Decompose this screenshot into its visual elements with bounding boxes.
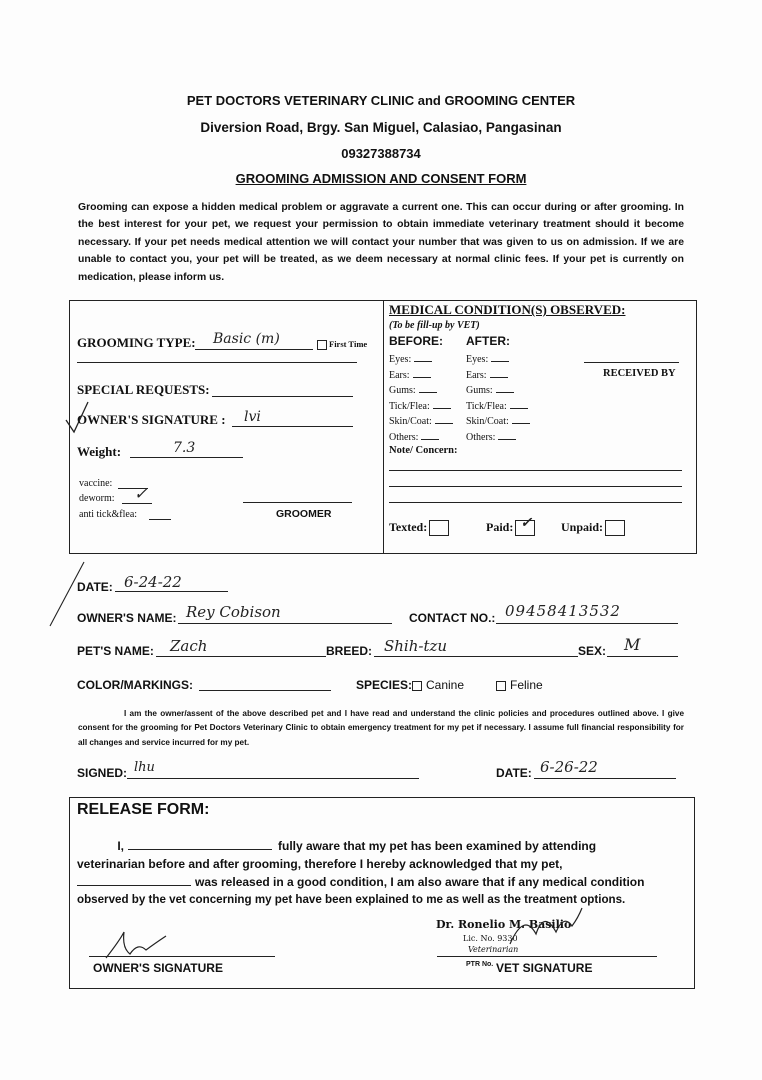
date-label: DATE:	[77, 580, 113, 594]
box-divider	[383, 300, 384, 553]
before-ears-label: Ears:	[389, 369, 410, 381]
before-tick-flea-field[interactable]	[389, 399, 451, 412]
release-i-label: I,	[117, 839, 124, 853]
note-label: Note/ Concern:	[389, 445, 458, 456]
sex-label: SEX:	[578, 644, 607, 658]
texted-field[interactable]	[389, 520, 449, 536]
vet-signature-line	[437, 956, 657, 957]
sex-value[interactable]: M	[624, 635, 641, 654]
consent-paragraph: I am the owner/assent of the above described pet and I have read and understand the clinic policies and procedures outlined above. I give consent for the grooming for Pet Doctors Veterinary Clinic to obtain emergency treatment for my pet if necessary. I assume full financial responsibility for all changes and service incurred for my pet.	[78, 709, 684, 747]
release-line3-text: was released in a good condition, I am also aware that if any medical condition	[195, 875, 645, 889]
after-skin-coat-line[interactable]	[512, 414, 530, 424]
after-ears-field[interactable]	[466, 368, 508, 381]
texted-label: Texted:	[389, 520, 428, 534]
breed-label: BREED:	[326, 644, 373, 658]
after-tick-flea-field[interactable]	[466, 399, 528, 412]
date-line	[115, 591, 228, 592]
special-requests-label: SPECIAL REQUESTS:	[77, 382, 210, 397]
after-skin-coat-field[interactable]	[466, 414, 530, 427]
before-skin-coat-label: Skin/Coat:	[389, 416, 432, 427]
before-tick-flea-label: Tick/Flea:	[389, 400, 430, 412]
after-others-field[interactable]	[466, 430, 516, 443]
breed-line	[374, 656, 578, 657]
before-skin-coat-line[interactable]	[435, 414, 453, 424]
before-gums-line[interactable]	[419, 383, 437, 393]
before-eyes-label: Eyes:	[389, 354, 412, 365]
after-eyes-field[interactable]	[466, 352, 509, 365]
vet-signature-label: VET SIGNATURE	[496, 961, 593, 975]
release-pet-line[interactable]	[77, 873, 191, 886]
note-line-3[interactable]	[389, 502, 682, 503]
after-tick-flea-label: Tick/Flea:	[466, 400, 507, 412]
signed-label: SIGNED:	[77, 766, 128, 780]
check-mark-icon	[62, 398, 92, 438]
before-others-line[interactable]	[421, 430, 439, 440]
breed-value[interactable]: Shih-tzu	[384, 637, 448, 655]
after-ears-label: Ears:	[466, 369, 487, 381]
release-title: RELEASE FORM:	[77, 801, 210, 818]
release-line4-text: observed by the vet concerning my pet have been explained to me as well as the treatment options.	[77, 893, 626, 906]
after-others-label: Others:	[466, 431, 496, 443]
before-ears-field[interactable]	[389, 368, 431, 381]
weight-value[interactable]: 7.3	[173, 440, 196, 456]
after-gums-label: Gums:	[466, 385, 493, 396]
texted-checkbox[interactable]	[429, 520, 449, 536]
medical-subtitle: (To be fill-up by VET)	[389, 320, 480, 331]
special-requests-line[interactable]	[212, 396, 353, 397]
received-by-label: RECEIVED BY	[603, 368, 676, 379]
grooming-extra-line	[77, 362, 357, 363]
groomer-line	[243, 502, 352, 503]
deworm-label: deworm:	[79, 493, 115, 504]
vet-stamp-name: Dr. Ronelio M. Basilio	[436, 918, 572, 931]
signed-date-value[interactable]: 6-26-22	[540, 758, 598, 776]
before-eyes-field[interactable]	[389, 352, 432, 365]
after-label: AFTER:	[466, 334, 510, 348]
weight-line	[130, 457, 243, 458]
after-skin-coat-label: Skin/Coat:	[466, 416, 509, 427]
intro-paragraph: Grooming can expose a hidden medical problem or aggravate a current one. This can occur during or after grooming. In the best interest for your pet, we request your permission to obtain immediate veterinary treatment should it become necessary. If your pet needs medical attention we will contact your number that was given to us on admission. If we are unable to contact you, your pet will be treated, as we deem necessary at normal clinic fees. If your pet is currently on medication, please inform us.	[78, 202, 684, 283]
canine-option[interactable]	[412, 678, 464, 692]
clinic-name: PET DOCTORS VETERINARY CLINIC and GROOMING CENTER	[186, 93, 576, 108]
clinic-address: Diversion Road, Brgy. San Miguel, Calasiao, Pangasinan	[200, 120, 562, 135]
first-time-checkbox[interactable]	[317, 339, 367, 350]
grooming-type-line	[195, 349, 313, 350]
paid-field[interactable]	[486, 515, 535, 536]
before-tick-flea-line[interactable]	[433, 399, 451, 409]
after-ears-line[interactable]	[490, 368, 508, 378]
before-ears-line[interactable]	[413, 368, 431, 378]
grooming-type-label: GROOMING TYPE:	[77, 335, 196, 350]
owner-signature-line-release	[89, 956, 275, 957]
signed-date-line	[534, 778, 676, 779]
owner-name-line	[178, 623, 392, 624]
deworm-check-icon: ✓	[134, 484, 148, 503]
first-time-box-icon[interactable]	[317, 340, 327, 350]
signed-value: lhu	[134, 760, 155, 775]
pet-name-line	[156, 656, 326, 657]
note-line-2[interactable]	[389, 486, 682, 487]
before-gums-field[interactable]	[389, 383, 437, 396]
paid-check-icon: ✓	[520, 515, 533, 532]
vaccine-label: vaccine:	[79, 478, 113, 489]
paid-label: Paid:	[486, 520, 514, 534]
signed-date-label: DATE:	[496, 766, 532, 780]
owner-name-value[interactable]: Rey Cobison	[186, 603, 281, 621]
after-tick-flea-line[interactable]	[510, 399, 528, 409]
pet-name-value[interactable]: Zach	[170, 637, 208, 655]
contact-line	[496, 623, 678, 624]
canine-label: Canine	[426, 678, 465, 692]
owner-name-label: OWNER'S NAME:	[77, 611, 177, 625]
medical-title: MEDICAL CONDITION(S) OBSERVED:	[389, 302, 626, 317]
owner-signature-label: OWNER'S SIGNATURE :	[77, 412, 226, 427]
release-line-3	[77, 873, 674, 892]
after-gums-field[interactable]	[466, 383, 514, 396]
groomer-label: GROOMER	[276, 508, 332, 520]
owner-signature-line	[232, 426, 353, 427]
feline-label: Feline	[510, 678, 543, 692]
vet-stamp-lic: Lic. No. 9330	[463, 934, 518, 943]
owner-signature-value: lvi	[244, 409, 261, 425]
note-line-1[interactable]	[389, 470, 682, 471]
antitick-line	[149, 519, 171, 520]
date-value[interactable]: 6-24-22	[124, 573, 182, 591]
after-others-line[interactable]	[498, 430, 516, 440]
vet-stamp-title: Veterinarian	[468, 945, 519, 954]
form-title: GROOMING ADMISSION AND CONSENT FORM	[235, 171, 527, 186]
paid-checkbox[interactable]	[515, 515, 535, 536]
signed-line	[127, 778, 419, 779]
release-line2-text: veterinarian before and after grooming, therefore I hereby acknowledged that my pet,	[77, 857, 563, 871]
deworm-line	[122, 503, 152, 504]
before-others-label: Others:	[389, 431, 419, 443]
release-line-1	[77, 837, 674, 856]
weight-label: Weight:	[77, 444, 122, 459]
species-label: SPECIES:	[356, 678, 413, 692]
sex-line	[607, 656, 678, 657]
color-label: COLOR/MARKINGS:	[77, 678, 193, 692]
after-gums-line[interactable]	[496, 383, 514, 393]
unpaid-checkbox[interactable]	[605, 520, 625, 536]
first-time-label: First Time	[329, 339, 368, 349]
vet-signature-mark	[506, 904, 586, 952]
before-others-field[interactable]	[389, 430, 439, 443]
color-line[interactable]	[199, 690, 331, 691]
contact-label: CONTACT NO.:	[409, 611, 496, 625]
clinic-phone: 09327388734	[341, 146, 421, 161]
before-eyes-line[interactable]	[414, 352, 432, 362]
unpaid-field[interactable]	[561, 520, 625, 536]
vet-stamp-ptr: PTR No.	[466, 961, 494, 968]
before-gums-label: Gums:	[389, 385, 416, 396]
unpaid-label: Unpaid:	[561, 520, 604, 534]
before-label: BEFORE:	[389, 334, 443, 348]
contact-value[interactable]: 09458413532	[505, 602, 621, 620]
before-skin-coat-field[interactable]	[389, 414, 453, 427]
owner-signature-label-release: OWNER'S SIGNATURE	[93, 961, 223, 975]
canine-box-icon[interactable]	[412, 681, 422, 691]
received-by-line	[584, 362, 679, 363]
release-name-line[interactable]	[128, 837, 272, 850]
after-eyes-line[interactable]	[491, 352, 509, 362]
feline-box-icon[interactable]	[496, 681, 506, 691]
pet-name-label: PET'S NAME:	[77, 644, 154, 658]
grooming-type-value[interactable]: Basic (m)	[213, 331, 280, 347]
feline-option[interactable]	[496, 678, 543, 692]
antitick-label: anti tick&flea:	[79, 509, 138, 520]
release-line1-text: fully aware that my pet has been examined by attending	[278, 839, 597, 853]
after-eyes-label: Eyes:	[466, 354, 489, 365]
